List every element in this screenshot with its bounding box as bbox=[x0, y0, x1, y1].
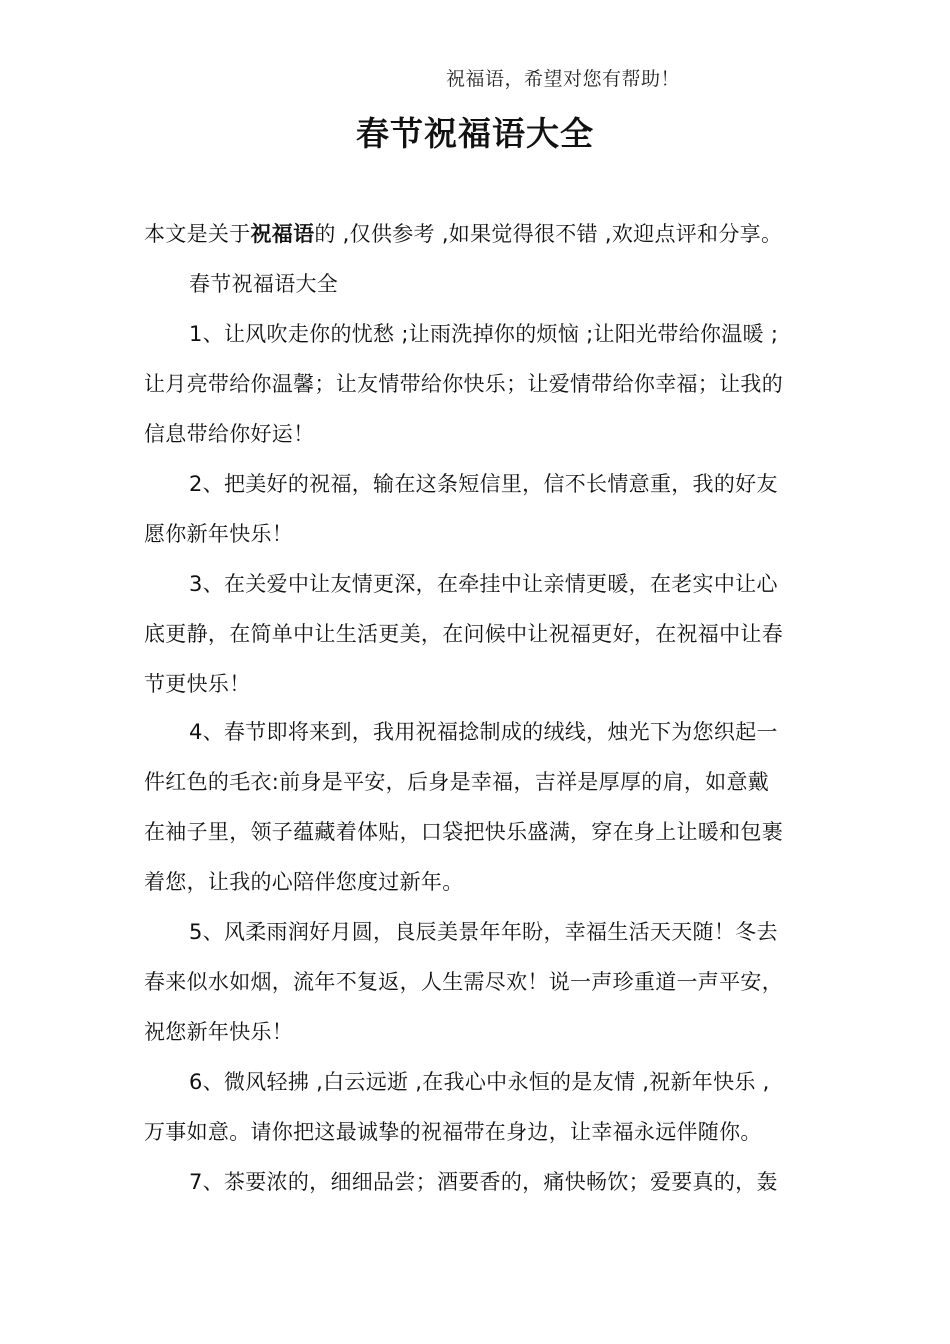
section-subtitle: 春节祝福语大全 bbox=[189, 272, 339, 296]
body-line-1: 1、让风吹走你的忧愁 ;让雨洗掉你的烦恼 ;让阳光带给你温暖 ; bbox=[189, 322, 779, 346]
header-note: 祝福语，希望对您有帮助！ bbox=[446, 68, 681, 90]
document-title: 春节祝福语大全 bbox=[356, 114, 594, 153]
intro-text-before: 本文是关于 bbox=[144, 222, 251, 246]
body-line-9: 4、春节即将来到，我用祝福捻制成的绒线，烛光下为您织起一 bbox=[189, 720, 778, 744]
body-line-15: 祝您新年快乐！ bbox=[144, 1020, 294, 1044]
body-line-6: 3、在关爱中让友情更深，在牵挂中让亲情更暖，在老实中让心 bbox=[189, 572, 778, 596]
intro-keyword: 祝福语 bbox=[250, 222, 315, 246]
body-line-2: 让月亮带给你温馨；让友情带给你快乐；让爱情带给你幸福；让我的 bbox=[144, 372, 783, 396]
body-line-8: 节更快乐！ bbox=[144, 672, 251, 696]
intro-paragraph bbox=[144, 218, 782, 248]
body-line-10: 件红色的毛衣:前身是平安，后身是幸福，吉祥是厚厚的肩，如意戴 bbox=[144, 770, 770, 794]
body-line-16: 6、微风轻拂 ,白云远逝 ,在我心中永恒的是友情 ,祝新年快乐 , bbox=[189, 1070, 770, 1094]
body-line-3: 信息带给你好运！ bbox=[144, 422, 315, 446]
body-line-5: 愿你新年快乐！ bbox=[144, 522, 294, 546]
body-line-14: 春来似水如烟，流年不复返，人生需尽欢！说一声珍重道一声平安， bbox=[144, 970, 783, 994]
body-line-4: 2、把美好的祝福，输在这条短信里，信不长情意重，我的好友 bbox=[189, 472, 778, 496]
intro-text-after: 的 ,仅供参考 ,如果觉得很不错 ,欢迎点评和分享。 bbox=[314, 222, 783, 246]
body-line-12: 着您，让我的心陪伴您度过新年。 bbox=[144, 870, 464, 894]
body-line-11: 在袖子里，领子蕴藏着体贴，口袋把快乐盛满，穿在身上让暖和包裹 bbox=[144, 820, 783, 844]
body-line-18: 7、茶要浓的，细细品尝；酒要香的，痛快畅饮；爱要真的，轰 bbox=[189, 1170, 778, 1194]
body-line-13: 5、风柔雨润好月圆，良辰美景年年盼，幸福生活天天随！冬去 bbox=[189, 920, 778, 944]
body-line-17: 万事如意。请你把这最诚挚的祝福带在身边，让幸福永远伴随你。 bbox=[144, 1120, 762, 1144]
body-line-7: 底更静，在简单中让生活更美，在问候中让祝福更好，在祝福中让春 bbox=[144, 622, 783, 646]
